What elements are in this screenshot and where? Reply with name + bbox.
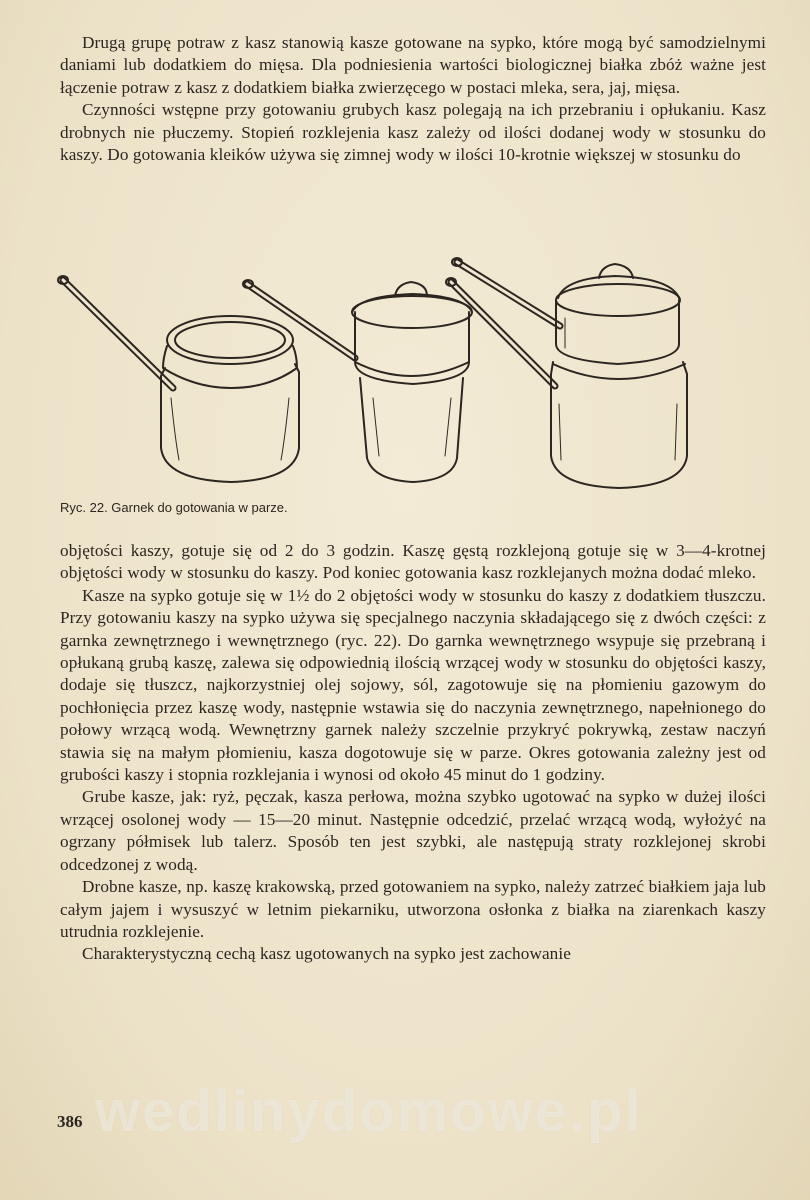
figure-caption: Ryc. 22. Garnek do gotowania w parze. <box>60 500 288 515</box>
steam-pot-illustration <box>55 248 755 498</box>
paragraph: Charakterystyczną cechą kasz ugotowanych na sypko jest zachowanie <box>82 944 571 964</box>
paragraph: Drugą grupę potraw z kasz stanowią kasze gotowane na sypko, które mogą być samodzielnymi daniami lub dodatkiem do mięsa. Dla podniesienia wartości biologicznej białka zbóż ważne jest łączenie potraw z kasz z dodatkiem białka zwierzęcego w postaci mleka, sera, jaj, mięsa. <box>60 33 766 97</box>
paragraph: objętości kaszy, gotuje się od 2 do 3 godzin. Kaszę gęstą rozklejoną gotuje się w 3—4-krotnej objętości wody w stosunku do kaszy. Pod koniec gotowania kasz rozklejanych można dodać mleko. <box>60 541 766 583</box>
paragraph: Kasze na sypko gotuje się w 1½ do 2 objętości wody w stosunku do kaszy z dodatkiem tłuszczu. Przy gotowaniu kaszy na sypko używa się specjalnego naczynia składającego się z dwóch części: z garnka zewnętrznego i wewnętrznego (ryc. 22). Do garnka wewnętrznego wsypuje się przebraną i opłukaną grubą kaszę, zalewa się odpowiednią ilością wrzącej wody w stosunku do objętości kaszy, dodaje się tłuszcz, najkorzystniej olej sojowy, sól, zagotowuje się na płomieniu gazowym do pochłonięcia przez kaszę wody, następnie wstawia się do naczynia zewnętrznego, napełnionego do połowy wrzącą wodą. Wewnętrzny garnek należy szczelnie przykryć pokrywką, zestaw naczyń stawia się na małym płomieniu, kasza dogotowuje się w parze. Okres gotowania zależny jest od grubości kaszy i stopnia rozklejania i wynosi od około 45 minut do 1 godziny. <box>60 585 766 785</box>
assembled-double-pot <box>446 258 687 488</box>
text-block-top <box>60 32 766 166</box>
watermark: wedlinydomowe.pl <box>95 1079 643 1144</box>
paragraph: Czynności wstępne przy gotowaniu grubych kasz polegają na ich przebraniu i opłukaniu. Kasz drobnych nie płuczemy. Stopień rozklejenia kasz zależy od ilości dodanej wody w stosunku do kaszy. Do gotowania kleików używa się zimnej wody w ilości 10-krotnie większej w stosunku do <box>60 100 766 165</box>
paragraph: Grube kasze, jak: ryż, pęczak, kasza perłowa, można szybko ugotować na sypko w dużej ilości wrzącej osolonej wody — 15—20 minut. Następnie odcedzić, przelać wrzącą wodą, wyłożyć na ogrzany półmisek lub talerz. Sposób ten jest szybki, ale następują straty rozklejonej skrobi odcedzonej z wodą. <box>60 787 766 874</box>
outer-pot-open <box>58 276 299 482</box>
page-number: 386 <box>57 1112 83 1131</box>
paragraph: Drobne kasze, np. kaszę krakowską, przed gotowaniem na sypko, należy zatrzeć białkiem jaja lub całym jajem i wysuszyć w letnim piekarniku, utworzona osłonka z białka na ziarenkach kaszy utrudnia rozklejenie. <box>60 877 766 941</box>
inner-pot-with-lid <box>243 280 472 482</box>
text-block-bottom <box>60 540 766 966</box>
